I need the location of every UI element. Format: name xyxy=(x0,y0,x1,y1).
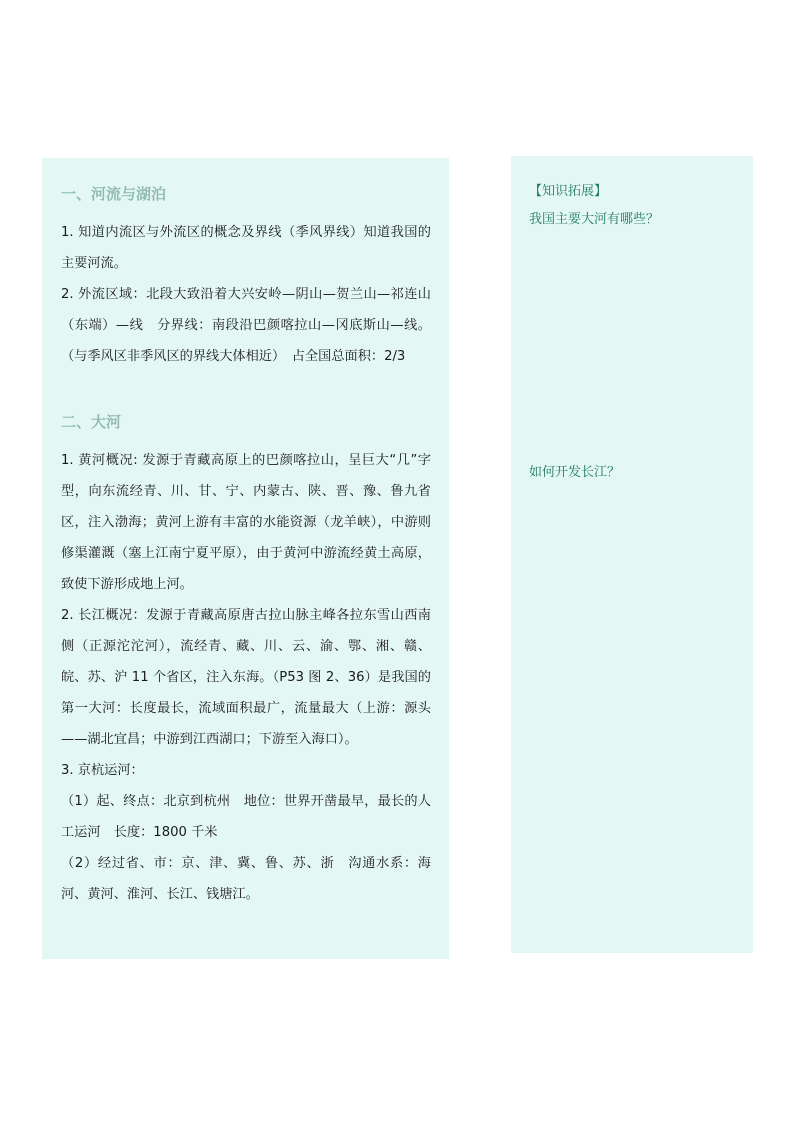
question-develop-yangtze: 如何开发长江？ xyxy=(529,465,621,480)
section-heading-major-rivers: 二、大河 xyxy=(61,413,122,431)
paragraph-2-5: （2）经过省、市：京、津、冀、鲁、苏、浙 沟通水系：海河、黄河、淮河、长江、钱塘江。 xyxy=(61,856,431,902)
paragraph-2-4: （1）起、终点：北京到杭州 地位：世界开凿最早，最长的人工运河 长度：1800 千米 xyxy=(61,794,431,840)
knowledge-extension-title: 【知识拓展】 xyxy=(529,184,608,199)
paragraph-1-2: 2. 外流区域：北段大致沿着大兴安岭—阴山—贺兰山—祁连山（东端）—线 分界线：南段沿巴颜喀拉山—冈底斯山—线。（与季风区非季风区的界线大体相近） 占全国总面积：2/3 xyxy=(61,287,431,364)
paragraph-2-2: 2. 长江概况：发源于青藏高原唐古拉山脉主峰各拉东雪山西南侧（正源沱沱河），流经青、藏、川、云、渝、鄂、湘、赣、皖、苏、沪 11 个省区，注入东海。（P53 图 2、36）是我国的第一大河：长度最长，流域面积最广，流量最大（上游：源头——湖北宜昌；中游到江西湖口；下游至入海口）。 xyxy=(61,608,431,747)
section-heading-rivers-lakes: 一、河流与湖泊 xyxy=(61,185,167,203)
knowledge-extension-panel xyxy=(511,156,753,953)
question-major-rivers: 我国主要大河有哪些？ xyxy=(529,212,660,227)
paragraph-1-1: 1. 知道内流区与外流区的概念及界线（季风界线）知道我国的主要河流。 xyxy=(61,225,431,271)
paragraph-2-1: 1. 黄河概况: 发源于青藏高原上的巴颜喀拉山，呈巨大“几”字型，向东流经青、川、甘、宁、内蒙古、陕、晋、豫、鲁九省区，注入渤海；黄河上游有丰富的水能资源（龙羊峡），中游则修渠灌溉（塞上江南宁夏平原），由于黄河中游流经黄土高原，致使下游形成地上河。 xyxy=(61,453,431,592)
paragraph-2-3: 3. 京杭运河： xyxy=(61,763,144,778)
notes-panel xyxy=(42,158,449,959)
